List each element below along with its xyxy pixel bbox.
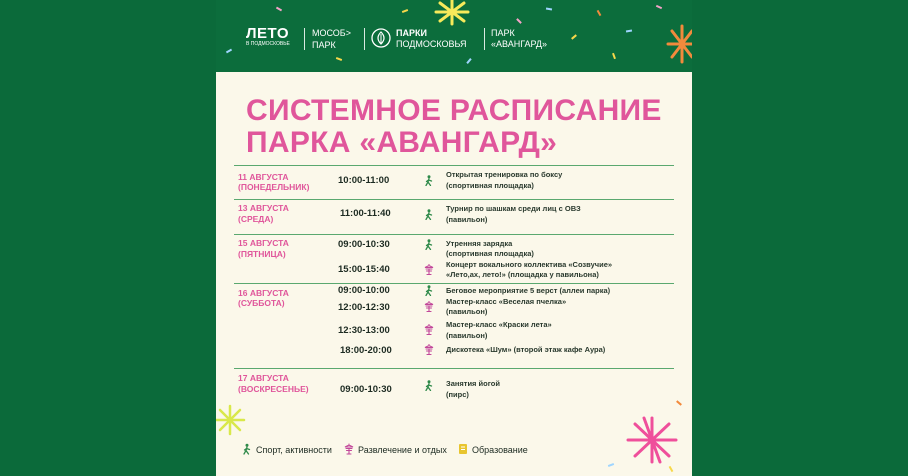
event-time: 12:00-12:30 (338, 302, 390, 313)
sport-icon (242, 443, 252, 455)
leto-logo: ЛЕТО (246, 25, 289, 42)
event-title: Турнир по шашкам среди лиц с ОВЗ (446, 204, 581, 213)
event-time: 18:00-20:00 (340, 345, 392, 356)
day-date: 17 АВГУСТА (238, 373, 289, 383)
row-divider (234, 368, 674, 369)
legend-entertainment: Развлечение и отдых (358, 445, 447, 455)
event-title: Мастер-класс «Веселая пчелка» (446, 297, 567, 306)
avangard-logo-name: «АВАНГАРД» (491, 39, 547, 49)
event-title: Дискотека «Шум» (второй этаж кафе Аура) (446, 345, 606, 354)
event-time: 15:00-15:40 (338, 264, 390, 275)
event-location: (спортивная площадка) (446, 249, 534, 258)
event-time: 12:30-13:00 (338, 325, 390, 336)
row-divider (234, 234, 674, 235)
event-time: 11:00-11:40 (340, 208, 391, 219)
event-time: 10:00-11:00 (338, 175, 390, 186)
sport-icon (424, 239, 434, 250)
sport-icon (424, 380, 434, 391)
event-title: Занятия йогой (446, 379, 500, 388)
event-title: Открытая тренировка по боксу (446, 170, 563, 179)
day-weekday: (ПЯТНИЦА) (238, 249, 286, 259)
entertainment-icon (344, 443, 354, 455)
row-divider (234, 199, 674, 200)
day-date: 13 АВГУСТА (238, 203, 289, 213)
row-divider (234, 165, 674, 166)
header-divider (484, 28, 485, 50)
header-divider (364, 28, 365, 50)
day-date: 15 АВГУСТА (238, 238, 289, 248)
day-weekday: (СРЕДА) (238, 214, 274, 224)
event-title: Концерт вокального коллектива «Созвучие» (446, 260, 613, 269)
sport-icon (424, 209, 434, 220)
page-title-line1: СИСТЕМНОЕ РАСПИСАНИЕ (246, 94, 662, 127)
mosobl-logo-park: ПАРК (312, 40, 336, 50)
day-weekday: (ВОСКРЕСЕНЬЕ) (238, 384, 309, 394)
mosobl-logo: МОСОБ> (312, 28, 351, 38)
parks-logo: ПАРКИ (396, 28, 427, 38)
entertainment-icon (424, 344, 434, 355)
event-location: (пирс) (446, 390, 469, 399)
legend-sport: Спорт, активности (256, 445, 332, 455)
day-date: 11 АВГУСТА (238, 172, 289, 182)
event-location: (спортивная площадка) (446, 181, 534, 190)
poster-header (216, 0, 692, 72)
row-divider (234, 283, 674, 284)
entertainment-icon (424, 301, 434, 312)
event-time: 09:00-10:00 (338, 285, 390, 296)
parks-leaf-icon (371, 28, 391, 48)
education-icon (458, 443, 468, 455)
day-weekday: (СУББОТА) (238, 298, 285, 308)
leto-logo-subtitle: В ПОДМОСКОВЬЕ (246, 41, 290, 47)
event-title: Мастер-класс «Краски лета» (446, 320, 552, 329)
day-weekday: (ПОНЕДЕЛЬНИК) (238, 182, 310, 192)
sport-icon (424, 285, 434, 296)
schedule-poster (216, 0, 692, 476)
event-location: «Лето,ах, лето!» (площадка у павильона) (446, 270, 599, 279)
event-location: (павильон) (446, 331, 488, 340)
event-location: (павильон) (446, 215, 488, 224)
parks-logo-region: ПОДМОСКОВЬЯ (396, 39, 467, 49)
page-title-line2: ПАРКА «АВАНГАРД» (246, 126, 558, 159)
event-time: 09:00-10:30 (340, 384, 392, 395)
sport-icon (424, 175, 434, 186)
event-location: (павильон) (446, 307, 488, 316)
event-title: Беговое мероприятие 5 верст (аллеи парка) (446, 286, 611, 295)
header-divider (304, 28, 305, 50)
event-title: Утренняя зарядка (446, 239, 513, 248)
avangard-logo-park: ПАРК (491, 28, 515, 38)
entertainment-icon (424, 264, 434, 275)
legend-education: Образование (472, 445, 528, 455)
event-time: 09:00-10:30 (338, 239, 390, 250)
entertainment-icon (424, 324, 434, 335)
day-date: 16 АВГУСТА (238, 288, 289, 298)
